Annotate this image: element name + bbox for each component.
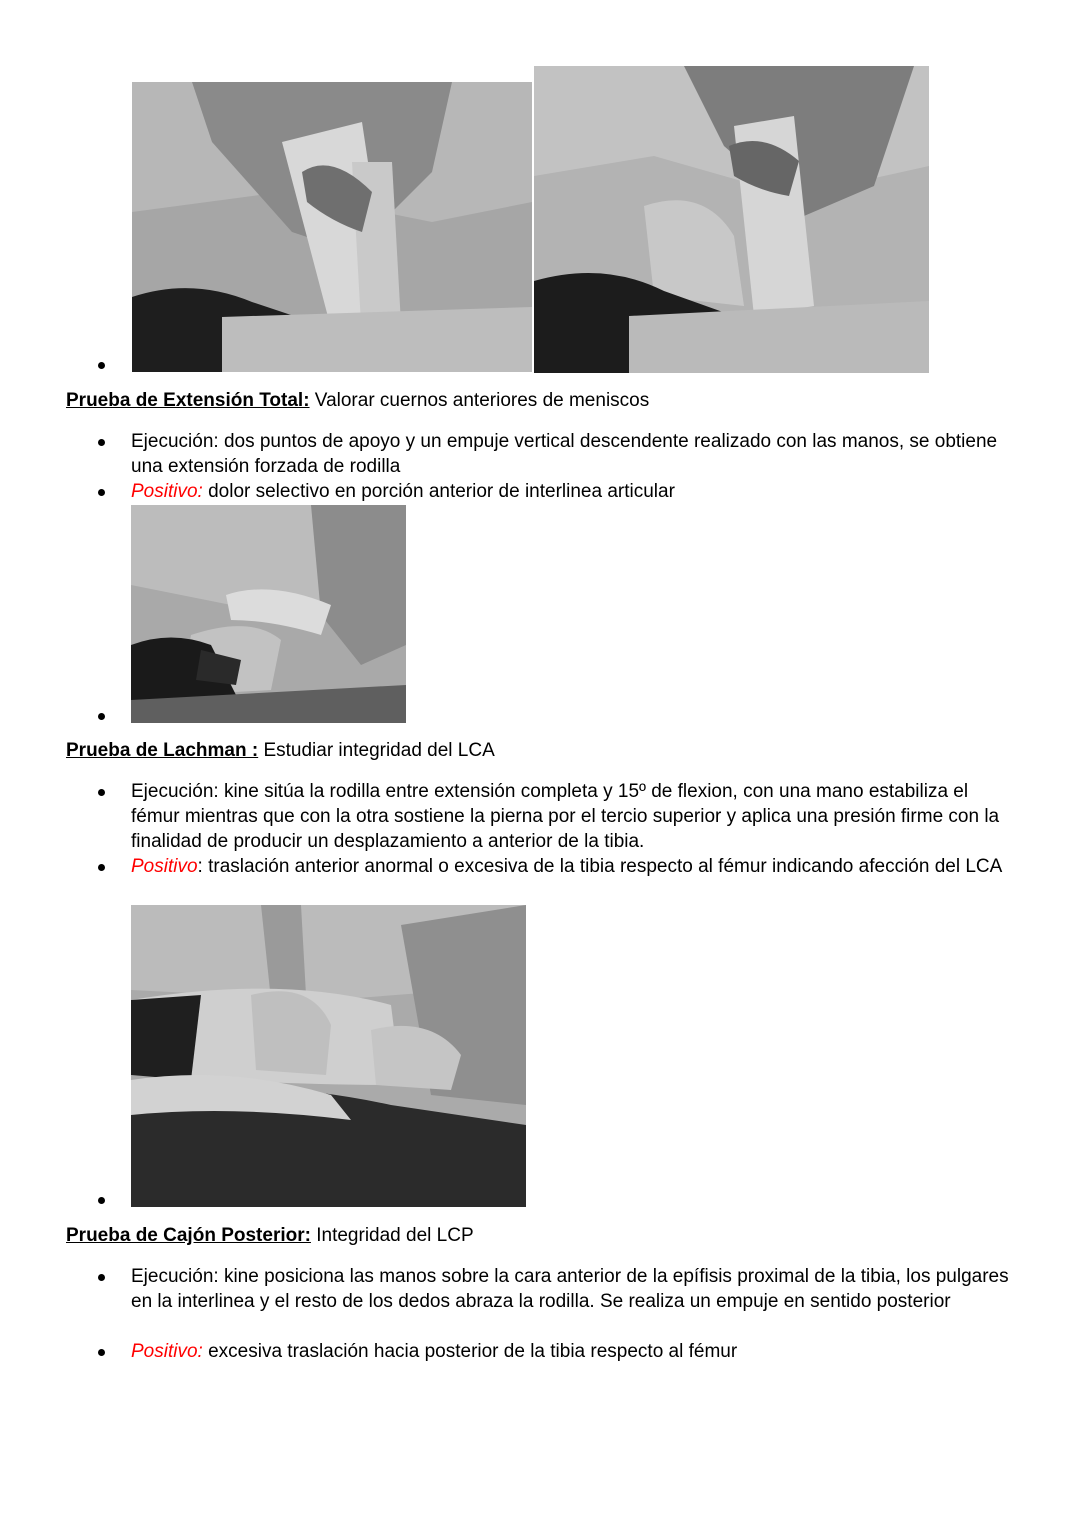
bullet [98,489,105,496]
bullet [98,439,105,446]
photo-lachman-test [131,905,526,1207]
positive-text: : traslación anterior anormal o excesiva de la tibia respecto al fémur indicando afección del LCA [197,856,1003,877]
bullet [98,1349,105,1356]
section-subtitle: Estudiar integridad del LCA [258,740,495,761]
positive-label: Positivo: [131,1341,203,1362]
execution-text: Ejecución: dos puntos de apoyo y un empuje vertical descendente realizado con las manos, se obtiene una extensión forzada de rodilla [131,431,998,477]
section-subtitle: Valorar cuernos anteriores de meniscos [309,390,650,411]
bullet [98,1197,105,1204]
section-subtitle: Integridad del LCP [310,1225,474,1246]
bullet [98,864,105,871]
photo-extension-test-1 [132,82,532,372]
positive-item [131,479,1021,504]
execution-text: Ejecución: kine posiciona las manos sobre la cara anterior de la epífisis proximal de la tibia, los pulgares en la interlinea y el resto de los dedos abraza la rodilla. Se realiza un empuje en sentido posterior [131,1266,1009,1312]
section-title: Prueba de Extensión Total: [66,390,310,411]
positive-label: Positivo: [131,481,203,502]
section-title: Prueba de Lachman : [66,740,259,761]
bullet [98,713,105,720]
positive-item [131,1339,1021,1364]
section-heading-posterior-drawer [66,1224,474,1248]
execution-item [131,429,1021,479]
section-heading-lachman [66,739,495,763]
positive-item [131,854,1021,879]
photo-extension-test-2 [534,66,929,373]
section-heading-extension [66,389,649,413]
section-title: Prueba de Cajón Posterior: [66,1225,311,1246]
bullet [98,789,105,796]
bullet [98,1274,105,1281]
positive-label: Positivo [131,856,198,877]
execution-item [131,1264,1021,1314]
bullet [98,362,105,369]
execution-item [131,779,1021,854]
photo-extension-test-3 [131,505,406,723]
execution-text: Ejecución: kine sitúa la rodilla entre extensión completa y 15º de flexion, con una mano estabiliza el fémur mientras que con la otra sostiene la pierna por el tercio superior y aplica una presión firme con la finalidad de producir un desplazamiento a anterior de la tibia. [131,781,1000,852]
positive-text: dolor selectivo en porción anterior de interlinea articular [202,481,675,502]
positive-text: excesiva traslación hacia posterior de la tibia respecto al fémur [202,1341,738,1362]
